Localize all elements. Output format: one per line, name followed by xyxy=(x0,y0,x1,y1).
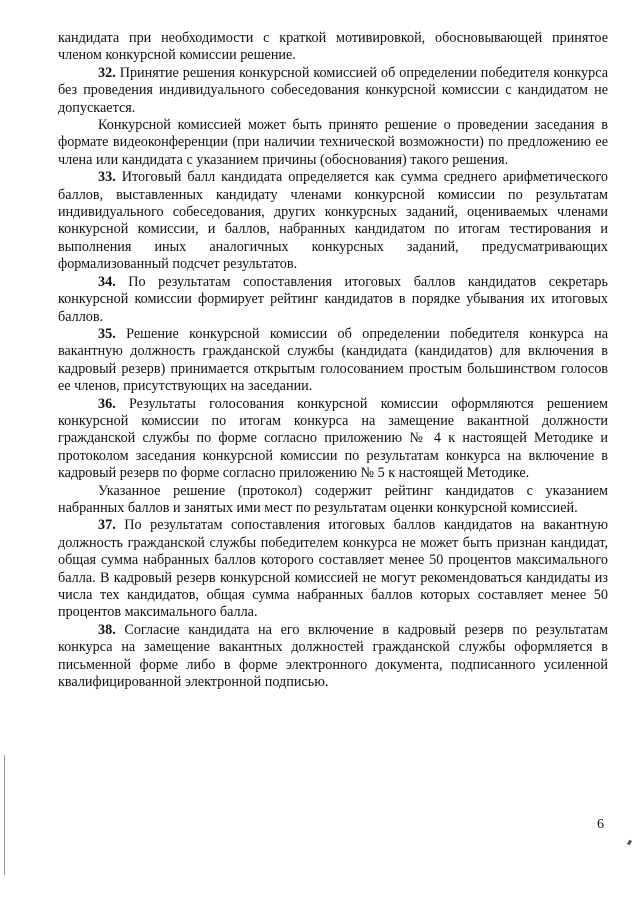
page-number: 6 xyxy=(597,817,604,832)
clause-36-paragraph-2 xyxy=(58,483,608,518)
clause-38 xyxy=(58,622,608,692)
scan-margin-line xyxy=(4,755,5,875)
paragraph-text: Указанное решение (протокол) содержит рейтинг кандидатов с указанием набранных баллов и занятых ими мест по результатам оценки конкурсной комиссией. xyxy=(58,482,608,516)
clause-number: 36. xyxy=(98,395,116,412)
paragraph-continuation xyxy=(58,30,608,65)
clause-32 xyxy=(58,65,608,117)
clause-number: 35. xyxy=(98,325,116,342)
clause-35 xyxy=(58,326,608,396)
document-body xyxy=(58,30,608,691)
clause-number: 38. xyxy=(98,621,116,638)
paragraph-text: По результатам сопоставления итоговых баллов кандидатов секретарь конкурсной комиссии формирует рейтинг кандидатов в порядке убывания их итоговых баллов. xyxy=(58,273,608,325)
clause-33 xyxy=(58,169,608,273)
scan-corner-mark xyxy=(627,840,632,846)
clause-34 xyxy=(58,274,608,326)
clause-number: 37. xyxy=(98,517,116,534)
paragraph-text: кандидата при необходимости с краткой мотивировкой, обосновывающей принятое членом конкурсной комиссии решение. xyxy=(58,30,608,64)
paragraph-text: Решение конкурсной комиссии об определении победителя конкурса на вакантную должность гражданской службы (кандидата (кандидатов) для включения в кадровый резерв) принимается открытым голосованием простым большинством голосов ее членов, присутствующих на заседании. xyxy=(58,325,609,395)
clause-37 xyxy=(58,517,608,621)
clause-number: 34. xyxy=(98,273,116,290)
clause-number: 32. xyxy=(98,64,116,81)
clause-36 xyxy=(58,396,608,483)
clause-32-paragraph-2 xyxy=(58,117,608,169)
paragraph-text: Принятие решения конкурсной комиссией об определении победителя конкурса без проведения индивидуального собеседования конкурсной комиссии с кандидатом не допускается. xyxy=(58,64,608,116)
paragraph-text: Итоговый балл кандидата определяется как сумма среднего арифметического баллов, выставленных кандидату членами конкурсной комиссии по результатам индивидуального собеседования, других конкурсных заданий, оцениваемых членами конкурсной комиссии, и баллов, набранных кандидатом по итогам тестирования и выполнения иных аналогичных конкурсных заданий, предусматривающих формализованный подсчет результатов. xyxy=(58,169,608,273)
clause-number: 33. xyxy=(98,169,116,186)
paragraph-text: Согласие кандидата на его включение в кадровый резерв по результатам конкурса на замещение вакантных должностей гражданской службы оформляется в письменной форме либо в форме электронного документа, подписанного усиленной квалифицированной электронной подписью. xyxy=(58,621,608,691)
paragraph-text: Результаты голосования конкурсной комиссии оформляются решением конкурсной комиссии по итогам конкурса на замещение вакантной должности гражданской службы по форме согласно приложению № 4 к настоящей Методике и протоколом заседания конкурсной комиссии по результатам конкурса на включение в кадровый резерв по форме согласно приложению № 5 к настоящей Методике. xyxy=(58,395,608,482)
paragraph-text: Конкурсной комиссией может быть принято решение о проведении заседания в формате видеоконференции (при наличии технической возможности) по предложению ее члена или кандидата с указанием причины (обоснования) такого решения. xyxy=(58,117,608,168)
paragraph-text: По результатам сопоставления итоговых баллов кандидатов на вакантную должность гражданской службы победителем конкурса не может быть признан кандидат, общая сумма набранных баллов которого составляет менее 50 процентов максимального балла. В кадровый резерв конкурсной комиссией не могут рекомендоваться кандидаты из числа тех кандидатов, общая сумма набранных баллов которых составляет менее 50 процентов максимального балла. xyxy=(58,517,608,621)
